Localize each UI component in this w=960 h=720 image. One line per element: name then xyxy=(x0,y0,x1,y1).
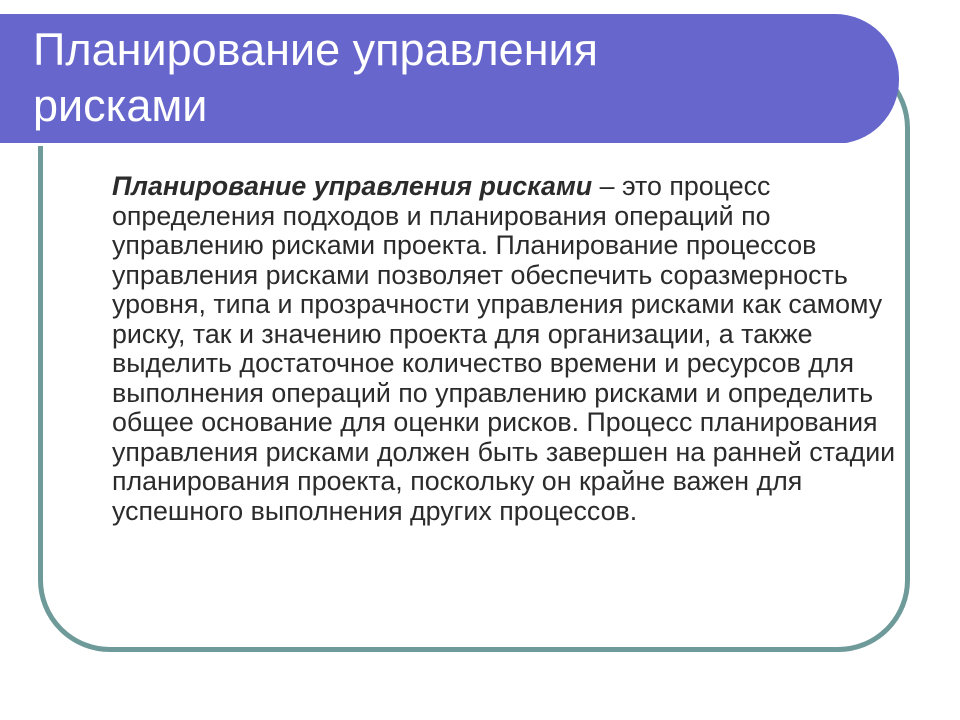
body-definition: – это процесс определения подходов и планирования операций по управлению рисками проекта. Планирование процессов управления рисками позволяет обеспечить соразмерность уровня, типа и прозрачности управления рисками как самому риску, так и значению проекта для организации, а также выделить достаточное количество времени и ресурсов для выполнения операций по управлению рисками и определить общее основание для оценки рисков. Процесс планирования управления рисками должен быть завершен на ранней стадии планирования проекта, поскольку он крайне важен для успешного выполнения других процессов. xyxy=(112,171,896,526)
title-underline xyxy=(0,143,848,146)
body-term: Планирование управления рисками xyxy=(112,171,593,201)
slide-title: Планирование управления рисками xyxy=(33,24,599,131)
slide-body xyxy=(112,172,902,526)
